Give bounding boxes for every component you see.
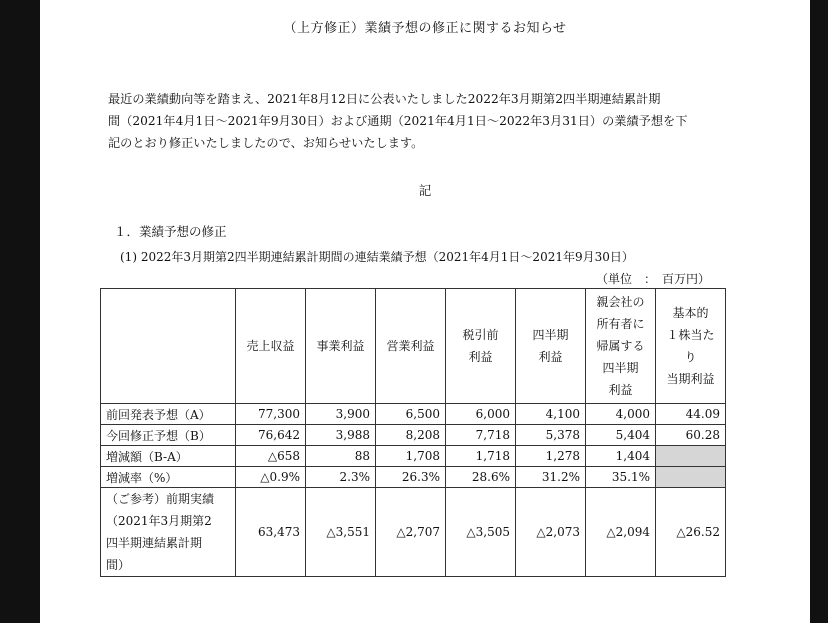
table-cell: 35.1%: [586, 467, 656, 488]
viewer-margin-left: [0, 0, 40, 623]
table-row: [101, 446, 726, 467]
table-row: [101, 404, 726, 425]
table-cell: △3,505: [446, 488, 516, 577]
table-cell: 7,718: [446, 425, 516, 446]
row-label: 前回発表予想（A）: [101, 404, 236, 425]
table-cell: △0.9%: [236, 467, 306, 488]
table-cell: 76,642: [236, 425, 306, 446]
ki-heading: 記: [418, 183, 432, 198]
table-cell: 2.3%: [306, 467, 376, 488]
section-heading: １．業績予想の修正: [114, 224, 227, 239]
table-cell: △658: [236, 446, 306, 467]
table-header-cell: 基本的 １株当た り 当期利益: [656, 289, 726, 404]
row-label: （ご参考）前期実績 （2021年3月期第2 四半期連結累計期 間）: [101, 488, 236, 577]
table-cell: 6,000: [446, 404, 516, 425]
table-cell: △3,551: [306, 488, 376, 577]
table-cell: △2,073: [516, 488, 586, 577]
table-row: [101, 488, 726, 577]
table-header-cell: 営業利益: [376, 289, 446, 404]
table-cell: 8,208: [376, 425, 446, 446]
table-cell: 31.2%: [516, 467, 586, 488]
table-cell: △2,094: [586, 488, 656, 577]
table-cell: 3,900: [306, 404, 376, 425]
table-cell: 3,988: [306, 425, 376, 446]
table-header-row: [101, 289, 726, 404]
table-header-cell: [101, 289, 236, 404]
table-cell: 26.3%: [376, 467, 446, 488]
forecast-table: [100, 288, 726, 577]
subsection-heading: (1) 2022年3月期第2四半期連結累計期間の連結業績予想（2021年4月1日〜2021年9月30日）: [120, 250, 634, 264]
table-cell: 4,100: [516, 404, 586, 425]
intro-paragraph: [108, 88, 748, 154]
unit-label: （単位 ： 百万円）: [596, 272, 711, 286]
intro-line: 記のとおり修正いたしましたので、お知らせいたします。: [108, 136, 424, 150]
table-cell: 1,278: [516, 446, 586, 467]
intro-line: 最近の業績動向等を踏まえ、2021年8月12日に公表いたしました2022年3月期第2四半期連結累計期: [108, 92, 661, 106]
table-header-cell: 事業利益: [306, 289, 376, 404]
viewer-margin-right: [810, 0, 828, 623]
row-label: 今回修正予想（B）: [101, 425, 236, 446]
document-page: [40, 0, 810, 623]
table-cell: 1,718: [446, 446, 516, 467]
table-row: [101, 425, 726, 446]
table-header-cell: 売上収益: [236, 289, 306, 404]
table-cell: [656, 446, 726, 467]
document-title: （上方修正）業績予想の修正に関するお知らせ: [283, 21, 567, 36]
table-cell: 6,500: [376, 404, 446, 425]
table-cell: △26.52: [656, 488, 726, 577]
table-cell: 63,473: [236, 488, 306, 577]
table-cell: 1,708: [376, 446, 446, 467]
table-cell: 44.09: [656, 404, 726, 425]
table-cell: 88: [306, 446, 376, 467]
table-cell: 1,404: [586, 446, 656, 467]
table-cell: 77,300: [236, 404, 306, 425]
table-header-cell: 税引前 利益: [446, 289, 516, 404]
table-row: [101, 467, 726, 488]
table-cell: 28.6%: [446, 467, 516, 488]
table-cell: [656, 467, 726, 488]
table-cell: 60.28: [656, 425, 726, 446]
row-label: 増減額（B-A）: [101, 446, 236, 467]
table-cell: 5,404: [586, 425, 656, 446]
table-header-cell: 親会社の 所有者に 帰属する 四半期 利益: [586, 289, 656, 404]
table-cell: 5,378: [516, 425, 586, 446]
table-cell: △2,707: [376, 488, 446, 577]
table-cell: 4,000: [586, 404, 656, 425]
intro-line: 間（2021年4月1日〜2021年9月30日）および通期（2021年4月1日〜2022年3月31日）の業績予想を下: [108, 114, 688, 128]
table-header-cell: 四半期 利益: [516, 289, 586, 404]
row-label: 増減率（%）: [101, 467, 236, 488]
